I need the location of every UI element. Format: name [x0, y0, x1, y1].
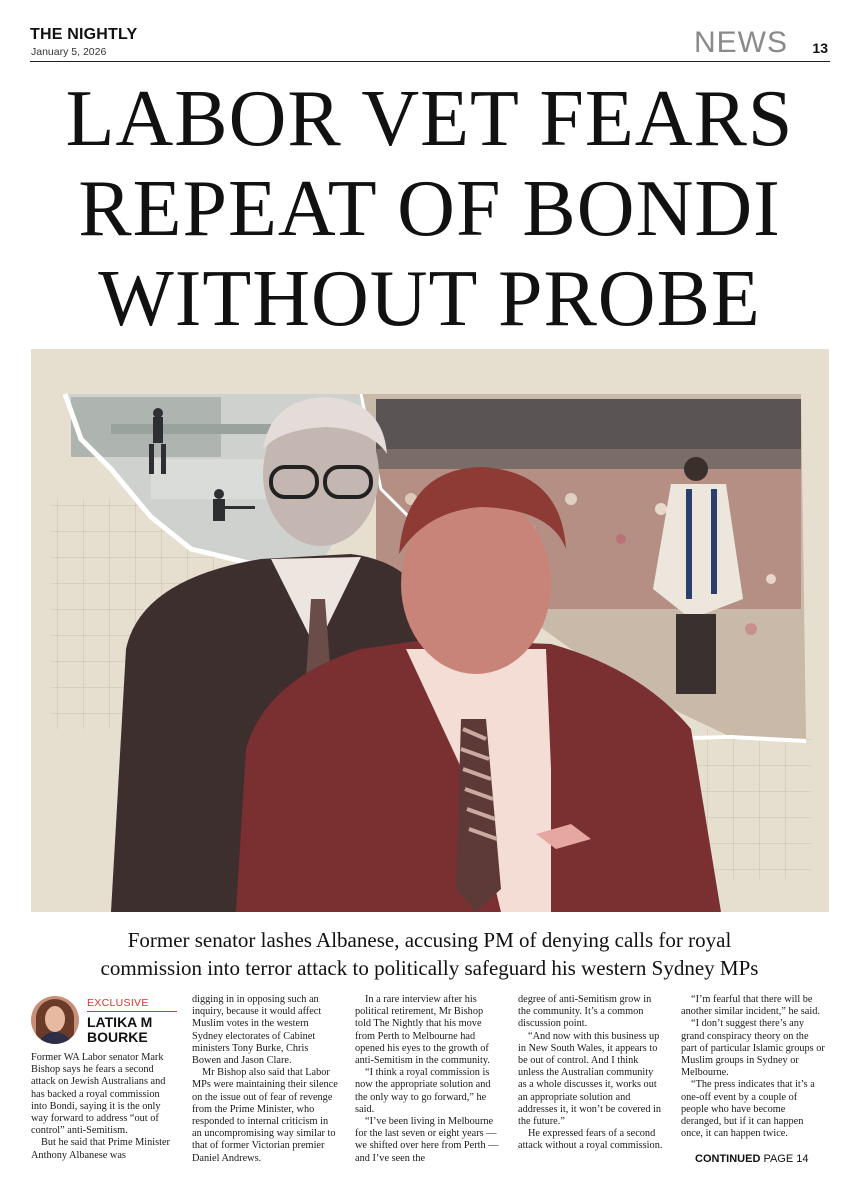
article-paragraph: But he said that Prime Minister Anthony Albanese was — [31, 1137, 170, 1161]
subheadline — [40, 926, 819, 982]
author-name — [87, 1015, 152, 1045]
author-name-line: BOURKE — [87, 1029, 148, 1045]
subheadline-line: Former senator lashes Albanese, accusing PM of denying calls for royal — [127, 928, 732, 952]
brand-name: THE NIGHTLY — [30, 26, 138, 43]
article-column-3 — [355, 994, 501, 1165]
collage-illustration — [31, 349, 829, 912]
page-number: 13 — [812, 40, 828, 56]
masthead — [30, 22, 830, 62]
kicker-rule — [87, 1011, 177, 1012]
subheadline-line: commission into terror attack to politically safeguard his western Sydney MPs — [100, 956, 759, 980]
article-paragraph: digging in in opposing such an inquiry, because it would affect Muslim votes in the western Sydney electorates of Cabinet ministers Tony Burke, Chris Bowen and Jason Clare. — [192, 994, 322, 1067]
header-rule — [30, 61, 830, 62]
headline-line: LABOR VET FEARS — [65, 75, 794, 163]
article-paragraph: “And now with this business up in New South Wales, it appears to be out of control. And I think unless the Australian community as a whole discusses it, works out an appropriate solution and addresses it, it won’t be covered in the future.” — [518, 1030, 662, 1128]
issue-date: January 5, 2026 — [31, 46, 107, 58]
article-paragraph: “I don’t suggest there’s any grand conspiracy theory on the part of particular Islamic groups or Muslim groups in Sydney or Melbourne. — [681, 1018, 825, 1079]
article-paragraph: He expressed fears of a second attack without a royal commission. — [518, 1128, 663, 1152]
article-column-1 — [31, 994, 177, 1162]
article-paragraph: Former WA Labor senator Mark Bishop says he fears a second attack on Jewish Australians and has backed a royal commission into Bondi, saying it is the only way forward to address “out of control” anti-Semitism. — [31, 1052, 166, 1137]
article-paragraph: “I’m fearful that there will be another similar incident,” he said. — [681, 994, 820, 1018]
article-paragraph: “I think a royal commission is now the appropriate solution and the only way to go forward,” he said. — [355, 1067, 491, 1115]
author-avatar — [31, 996, 79, 1044]
headline — [20, 74, 839, 344]
continued-link[interactable] — [695, 1153, 809, 1165]
headline-line: WITHOUT PROBE — [98, 255, 761, 343]
hero-photo-collage — [31, 349, 829, 912]
article-column-2 — [192, 994, 338, 1165]
article-paragraph: Mr Bishop also said that Labor MPs were maintaining their silence on the issue out of fear of revenge from the Prime Minister, who responded to internal criticism in an uncompromising way similar to that of former Victorian premier Daniel Andrews. — [192, 1067, 338, 1164]
headline-line: REPEAT OF BONDI — [78, 165, 781, 253]
author-name-line: LATIKA M — [87, 1014, 153, 1030]
article-body — [31, 994, 829, 1174]
exclusive-label: EXCLUSIVE — [87, 997, 149, 1009]
article-paragraph: degree of anti-Semitism grow in the community. It’s a common discussion point. — [518, 994, 652, 1030]
article-paragraph: In a rare interview after his political retirement, Mr Bishop told The Nightly that his move from Perth to Melbourne had opened his eyes to the growth of anti-Semitism in the community. — [355, 994, 490, 1067]
byline — [31, 994, 177, 1052]
article-paragraph: “The press indicates that it’s a one-off event by a couple of people who have become deranged, but if it can happen once, it can happen twice. — [681, 1079, 815, 1140]
article-paragraph: “I’ve been living in Melbourne for the last seven or eight years — we shifted over here from Perth — and I’ve seen the — [355, 1116, 499, 1164]
continued-label: CONTINUED — [695, 1153, 761, 1165]
section-label: NEWS — [694, 26, 788, 59]
article-column-5 — [681, 994, 827, 1140]
article-column-4 — [518, 994, 664, 1153]
continued-page: PAGE 14 — [763, 1153, 809, 1165]
